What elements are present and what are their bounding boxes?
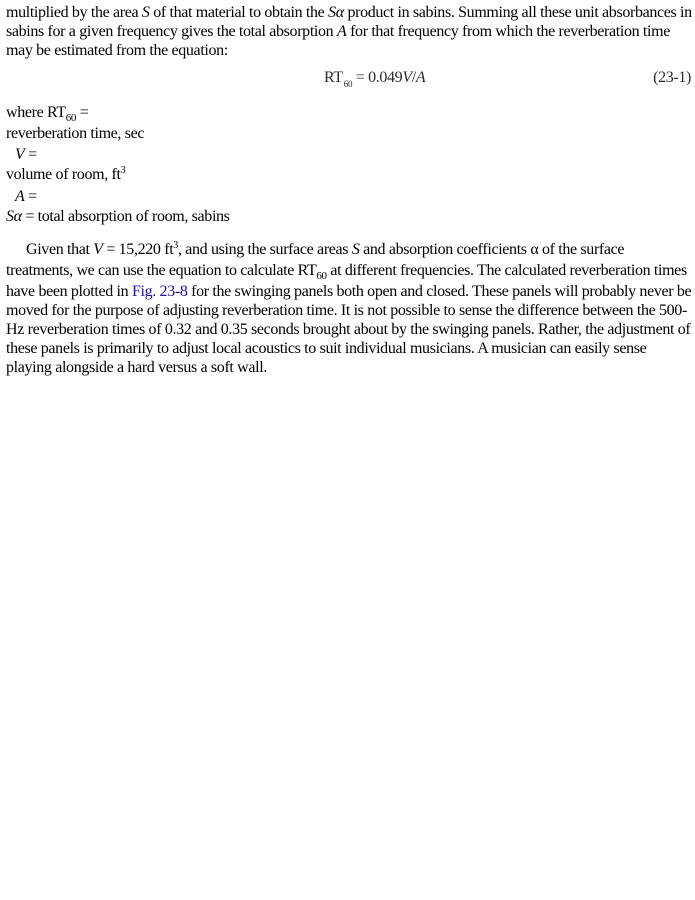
rt-subscript: 60 (65, 112, 77, 124)
definition-v-text (6, 165, 693, 187)
symbol-v: V (93, 240, 103, 258)
symbol-s: S (141, 4, 150, 21)
equals-sign: = (76, 104, 89, 121)
equation-absorption-symbol: A (415, 69, 426, 86)
sa-definition: = total absorption of room, sabins (21, 208, 230, 226)
intro-text: product in sabins. Summing all these unit absorbances in sabins for a given frequency gives the total absorption (6, 4, 692, 40)
body-paragraph (6, 240, 693, 377)
equals-sign: = (24, 145, 37, 163)
body-text: and absorption coefficients α of the surface treatments, we can use the equation to calculate RT (6, 240, 625, 279)
rt-subscript: 60 (316, 269, 327, 282)
symbol-s-alpha: Sα (328, 4, 344, 21)
intro-text: for that frequency from which the reverberation time may be estimated from the equation: (6, 23, 670, 59)
body-text: at different frequencies. The calculated reverberation times have been plotted in (6, 261, 687, 300)
figure-23-8-link[interactable]: Fig. 23-8 (131, 282, 188, 300)
symbol-s: S (351, 240, 360, 258)
body-text: = 15,220 ft (102, 240, 174, 258)
definition-sa-text (6, 207, 693, 227)
intro-paragraph (6, 3, 693, 60)
equation-23-1 (324, 69, 425, 87)
equation-divide: / (411, 69, 416, 86)
equation-block (6, 60, 693, 98)
definition-v-label (6, 145, 693, 165)
definition-rt-text: reverberation time, sec (6, 125, 145, 143)
superscript-3: 3 (173, 239, 178, 251)
equation-lhs: RT (324, 69, 343, 86)
equation-coefficient: = 0.049 (352, 69, 403, 86)
symbol-a: A (336, 23, 347, 40)
body-text: Given that (26, 240, 94, 258)
definition-rt-label (6, 103, 693, 124)
symbol-a: A (15, 188, 25, 206)
variable-definitions (6, 103, 693, 228)
where-text: where RT (6, 104, 66, 121)
symbol-v: V (15, 145, 25, 163)
intro-text: of that material to obtain the (149, 4, 329, 21)
equation-volume-symbol: V (402, 69, 412, 86)
document-page (6, 3, 693, 377)
equation-number: (23-1) (653, 69, 691, 86)
v-definition: volume of room, ft (6, 165, 121, 183)
body-text: for the swinging panels both open and closed. These panels will probably never be moved for the purpose of adjusting reverberation time. It is not possible to sense the difference between the 500-Hz reverberation times of 0.32 and 0.35 seconds brought about by the swinging panels. Rather, the adjustment of these panels is primarily to adjust local acoustics to suit individual musicians. A musician can easily sense playing alongside a hard versus a soft wall. (6, 282, 692, 376)
intro-text: multiplied by the area (6, 4, 142, 21)
superscript-3: 3 (120, 164, 126, 176)
definition-a-label (6, 187, 693, 207)
symbol-s-alpha: Sα (6, 208, 22, 226)
equation-lhs-subscript: 60 (343, 79, 353, 89)
equals-sign: = (24, 188, 37, 206)
body-text: , and using the surface areas (177, 240, 352, 258)
